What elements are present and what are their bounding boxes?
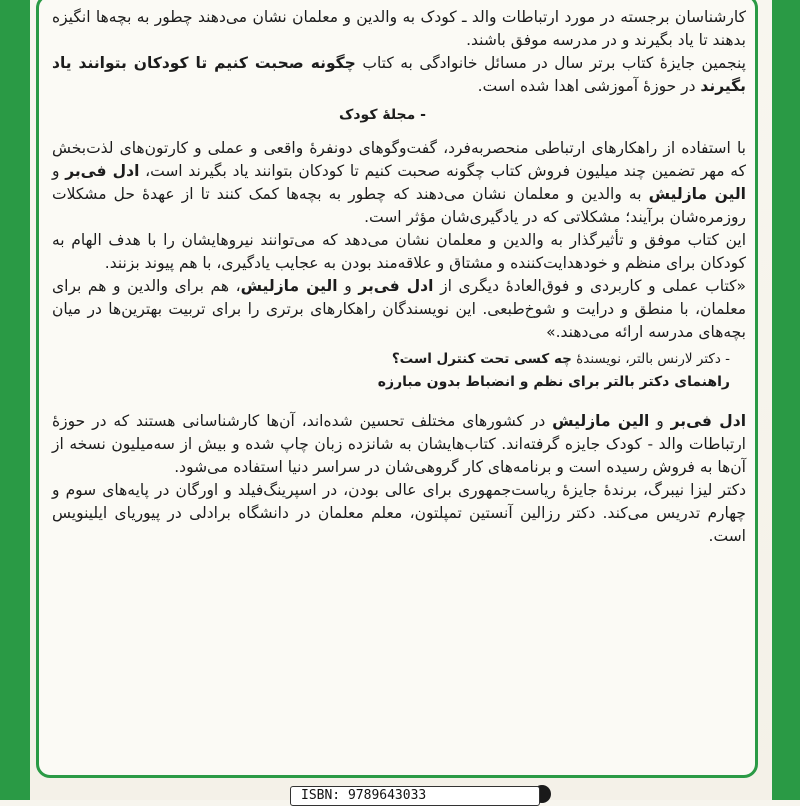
isbn-label: ISBN: 9789643033 xyxy=(290,786,540,806)
intro-paragraph: کارشناسان برجسته در مورد ارتباطات والد ـ کودک به والدین و معلمان نشان می‌دهند چطور به بچه‌ها انگیزه بدهند تا یاد بگیرند و در مدرسه موفق باشند. xyxy=(52,8,746,49)
green-side-band-left xyxy=(0,0,30,800)
bio-author-1: ادل فی‌بر xyxy=(670,412,747,430)
quote-author-2: الین مازلیش xyxy=(240,277,338,295)
bio-text-1: در کشورهای مختلف تحسین شده‌اند، آن‌ها کارشناسانی هستند که در حوزۀ ارتباطات والد - کودک جایزه گرفته‌اند. کتاب‌هایشان به شانزده زبان چاپ شده و بیش از سه‌میلیون نسخه از آن‌ها به فروش رسیده است و برنامه‌های کار گروهی‌شان در سراسر دنیا استفاده می‌شود. xyxy=(52,412,746,476)
green-side-band-right xyxy=(772,0,800,800)
award-book-title: چگونه صحبت کنیم تا کودکان بتوانند یاد بگیرند xyxy=(52,54,746,95)
bio-author-2: الین مازلیش xyxy=(552,412,650,430)
author-name-2: الین مازلیش xyxy=(648,185,746,203)
quote-text-pre: «کتاب عملی و کاربردی و فوق‌العادۀ دیگری از xyxy=(433,277,747,295)
award-paragraph xyxy=(52,52,746,98)
body-paragraph-2: این کتاب موفق و تأثیرگذار به والدین و معلمان نشان می‌دهد که می‌توانند نیروهایشان را با هدف الهام به کودکان برای منظم و خودهدایت‌کننده و مشتاق و علاقه‌مند بودن به عجایب یادگیری، با هم پیوند بزنند. xyxy=(52,231,746,272)
bio-paragraph-1 xyxy=(52,410,746,479)
quote-text-post: ، هم برای والدین و هم برای معلمان، با منطق و درایت و شوخ‌طبعی. این نویسندگان راهکارهای برتری را برای تربیت بهترین‌ها در میان بچه‌های مدرسه ارائه می‌دهند.» xyxy=(52,277,746,341)
author-name-1: ادل فی‌بر xyxy=(65,162,140,180)
quote-attribution-book: چه کسی تحت کنترل است؟ xyxy=(391,351,572,367)
quote-paragraph xyxy=(52,275,746,344)
magazine-attribution: - مجلۀ کودک xyxy=(339,107,426,123)
quote-attribution xyxy=(52,348,746,371)
quote-attribution-pre: - دکتر لارنس بالتر، نویسندۀ xyxy=(571,351,730,367)
award-text-pre: پنجمین جایزۀ کتاب برتر سال در مسائل خانوادگی به کتاب xyxy=(355,54,746,72)
quote-and: و xyxy=(337,277,359,295)
award-text-post: در حوزۀ آموزشی اهدا شده است. xyxy=(477,77,701,95)
cover-text xyxy=(52,6,746,548)
body-paragraph-1 xyxy=(52,137,746,229)
bio-and: و xyxy=(649,412,671,430)
bio-paragraph-2: دکتر لیزا نیبرگ، برندۀ جایزۀ ریاست‌جمهوری برای عالی بودن، در اسپرینگ‌فیلد و اورگان در پایه‌های سوم و چهارم تدریس می‌کند. دکتر رزالین آنستین تمپلتون، معلم معلمان در دانشگاه برادلی در پیوریای ایلینویس است. xyxy=(52,481,746,545)
quote-author-1: ادل فی‌بر xyxy=(358,277,434,295)
and-text: و xyxy=(52,162,66,180)
p1-text-post: به والدین و معلمان نشان می‌دهند که چطور به بچه‌ها کمک کنند تا از عهدۀ حل مشکلات روزمره‌شان برآیند؛ مشکلاتی که در یادگیری‌شان مؤثر است. xyxy=(52,185,746,226)
p1-text-pre: با استفاده از راهکارهای ارتباطی منحصربه‌فرد، گفت‌وگوهای دونفرۀ واقعی و عملی و کارتون‌های لذت‌بخش که مهر تضمین چند میلیون فروش کتاب چگونه صحبت کنیم تا کودکان بتوانند یاد بگیرند است، xyxy=(52,139,746,180)
quote-second-book: راهنمای دکتر بالتر برای نظم و انضباط بدون مبارزه xyxy=(377,374,730,390)
